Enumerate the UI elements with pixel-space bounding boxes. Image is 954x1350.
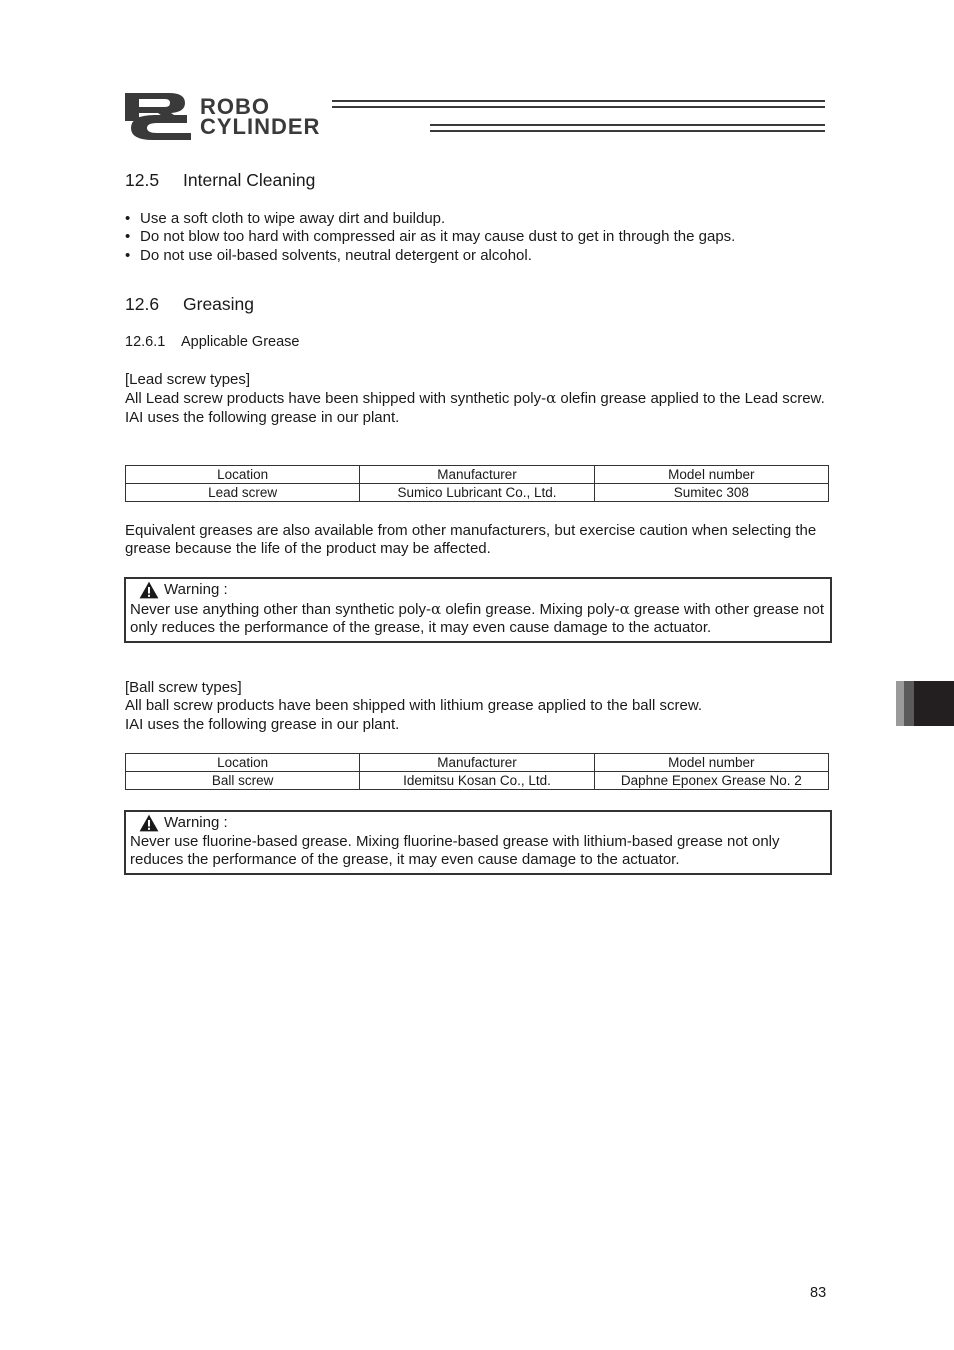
lead-screw-block	[125, 371, 830, 427]
warning-text-part: Never use anything other than synthetic poly-	[130, 600, 432, 618]
lead-screw-grease-table	[125, 465, 829, 502]
table-cell: Sumitec 308	[594, 484, 828, 502]
section-number: 12.6	[125, 294, 160, 314]
lead-text-part: olefin grease applied to the Lead screw.	[556, 390, 825, 408]
list-item: • Do not use oil-based solvents, neutral detergent or alcohol.	[125, 247, 735, 265]
chapter-side-tab	[896, 681, 954, 726]
table-header-cell: Manufacturer	[360, 754, 594, 772]
warning-text	[130, 600, 827, 638]
header-rule	[332, 100, 825, 102]
robo-cylinder-logo-mark	[125, 93, 193, 140]
header-rule	[332, 106, 825, 108]
header-rule	[430, 130, 825, 132]
section-number: 12.5	[125, 170, 160, 190]
warning-triangle-icon	[139, 581, 159, 599]
table-cell: Daphne Eponex Grease No. 2	[594, 772, 828, 790]
list-item: • Do not blow too hard with compressed air as it may cause dust to get in through the gaps.	[125, 228, 735, 246]
ball-screw-grease-table	[125, 753, 829, 790]
subsection-title: Applicable Grease	[181, 334, 300, 350]
warning-triangle-icon	[139, 814, 159, 832]
table-header-row	[126, 466, 829, 484]
logo-robo-text: ROBO	[200, 94, 270, 119]
ball-screw-warning-box	[124, 810, 832, 875]
warning-label: Warning :	[164, 814, 228, 831]
lead-screw-description	[125, 389, 830, 408]
subsection-number: 12.6.1	[125, 334, 166, 350]
subsection-heading-applicable-grease	[125, 334, 300, 350]
table-header-cell: Model number	[594, 466, 828, 484]
equivalent-grease-note: Equivalent greases are also available from other manufacturers, but exercise caution when selecting the grease because the life of the product may be affected.	[125, 522, 817, 558]
warning-header	[130, 581, 827, 600]
warning-header	[130, 814, 827, 833]
section-title: Internal Cleaning	[183, 170, 316, 190]
warning-text-part: olefin grease. Mixing poly-	[441, 600, 620, 618]
table-header-cell: Manufacturer	[360, 466, 594, 484]
warning-text-part: grease with other grease not only reduces the performance of the grease, it may even cause damage to the actuator.	[130, 600, 825, 637]
table-header-cell: Model number	[594, 754, 828, 772]
alpha-symbol: α	[619, 599, 630, 618]
list-item: • Use a soft cloth to wipe away dirt and buildup.	[125, 210, 735, 228]
warning-label: Warning :	[164, 581, 228, 598]
logo-cylinder-text: CYLINDER	[200, 114, 321, 139]
alpha-symbol: α	[546, 389, 557, 408]
lead-screw-heading: [Lead screw types]	[125, 371, 251, 388]
section-title: Greasing	[183, 294, 255, 314]
table-header-cell: Location	[126, 754, 360, 772]
alpha-symbol: α	[431, 599, 442, 618]
ball-screw-block	[125, 679, 830, 734]
lead-plant-note: IAI uses the following grease in our plant.	[125, 408, 400, 426]
lead-text-part: All Lead screw products have been shipped with synthetic poly-	[125, 390, 547, 408]
ball-screw-description: All ball screw products have been shipped with lithium grease applied to the ball screw.	[125, 697, 702, 715]
page-number: 83	[810, 1285, 827, 1301]
header-rule	[430, 124, 825, 126]
lead-screw-warning-box	[124, 577, 832, 643]
table-header-cell: Location	[126, 466, 360, 484]
table-cell: Sumico Lubricant Co., Ltd.	[360, 484, 594, 502]
table-row	[126, 484, 829, 502]
table-cell: Ball screw	[126, 772, 360, 790]
section-heading-internal-cleaning	[125, 170, 315, 191]
table-cell: Idemitsu Kosan Co., Ltd.	[360, 772, 594, 790]
ball-screw-heading: [Ball screw types]	[125, 679, 242, 696]
table-header-row	[126, 754, 829, 772]
table-row	[126, 772, 829, 790]
ball-plant-note: IAI uses the following grease in our plant.	[125, 715, 400, 733]
warning-text: Never use fluorine-based grease. Mixing fluorine-based grease with lithium-based grease not only reduces the performance of the grease, it may even cause damage to the actuator.	[130, 832, 780, 869]
table-cell: Lead screw	[126, 484, 360, 502]
cleaning-bullet-list	[125, 210, 735, 265]
section-heading-greasing	[125, 294, 254, 315]
